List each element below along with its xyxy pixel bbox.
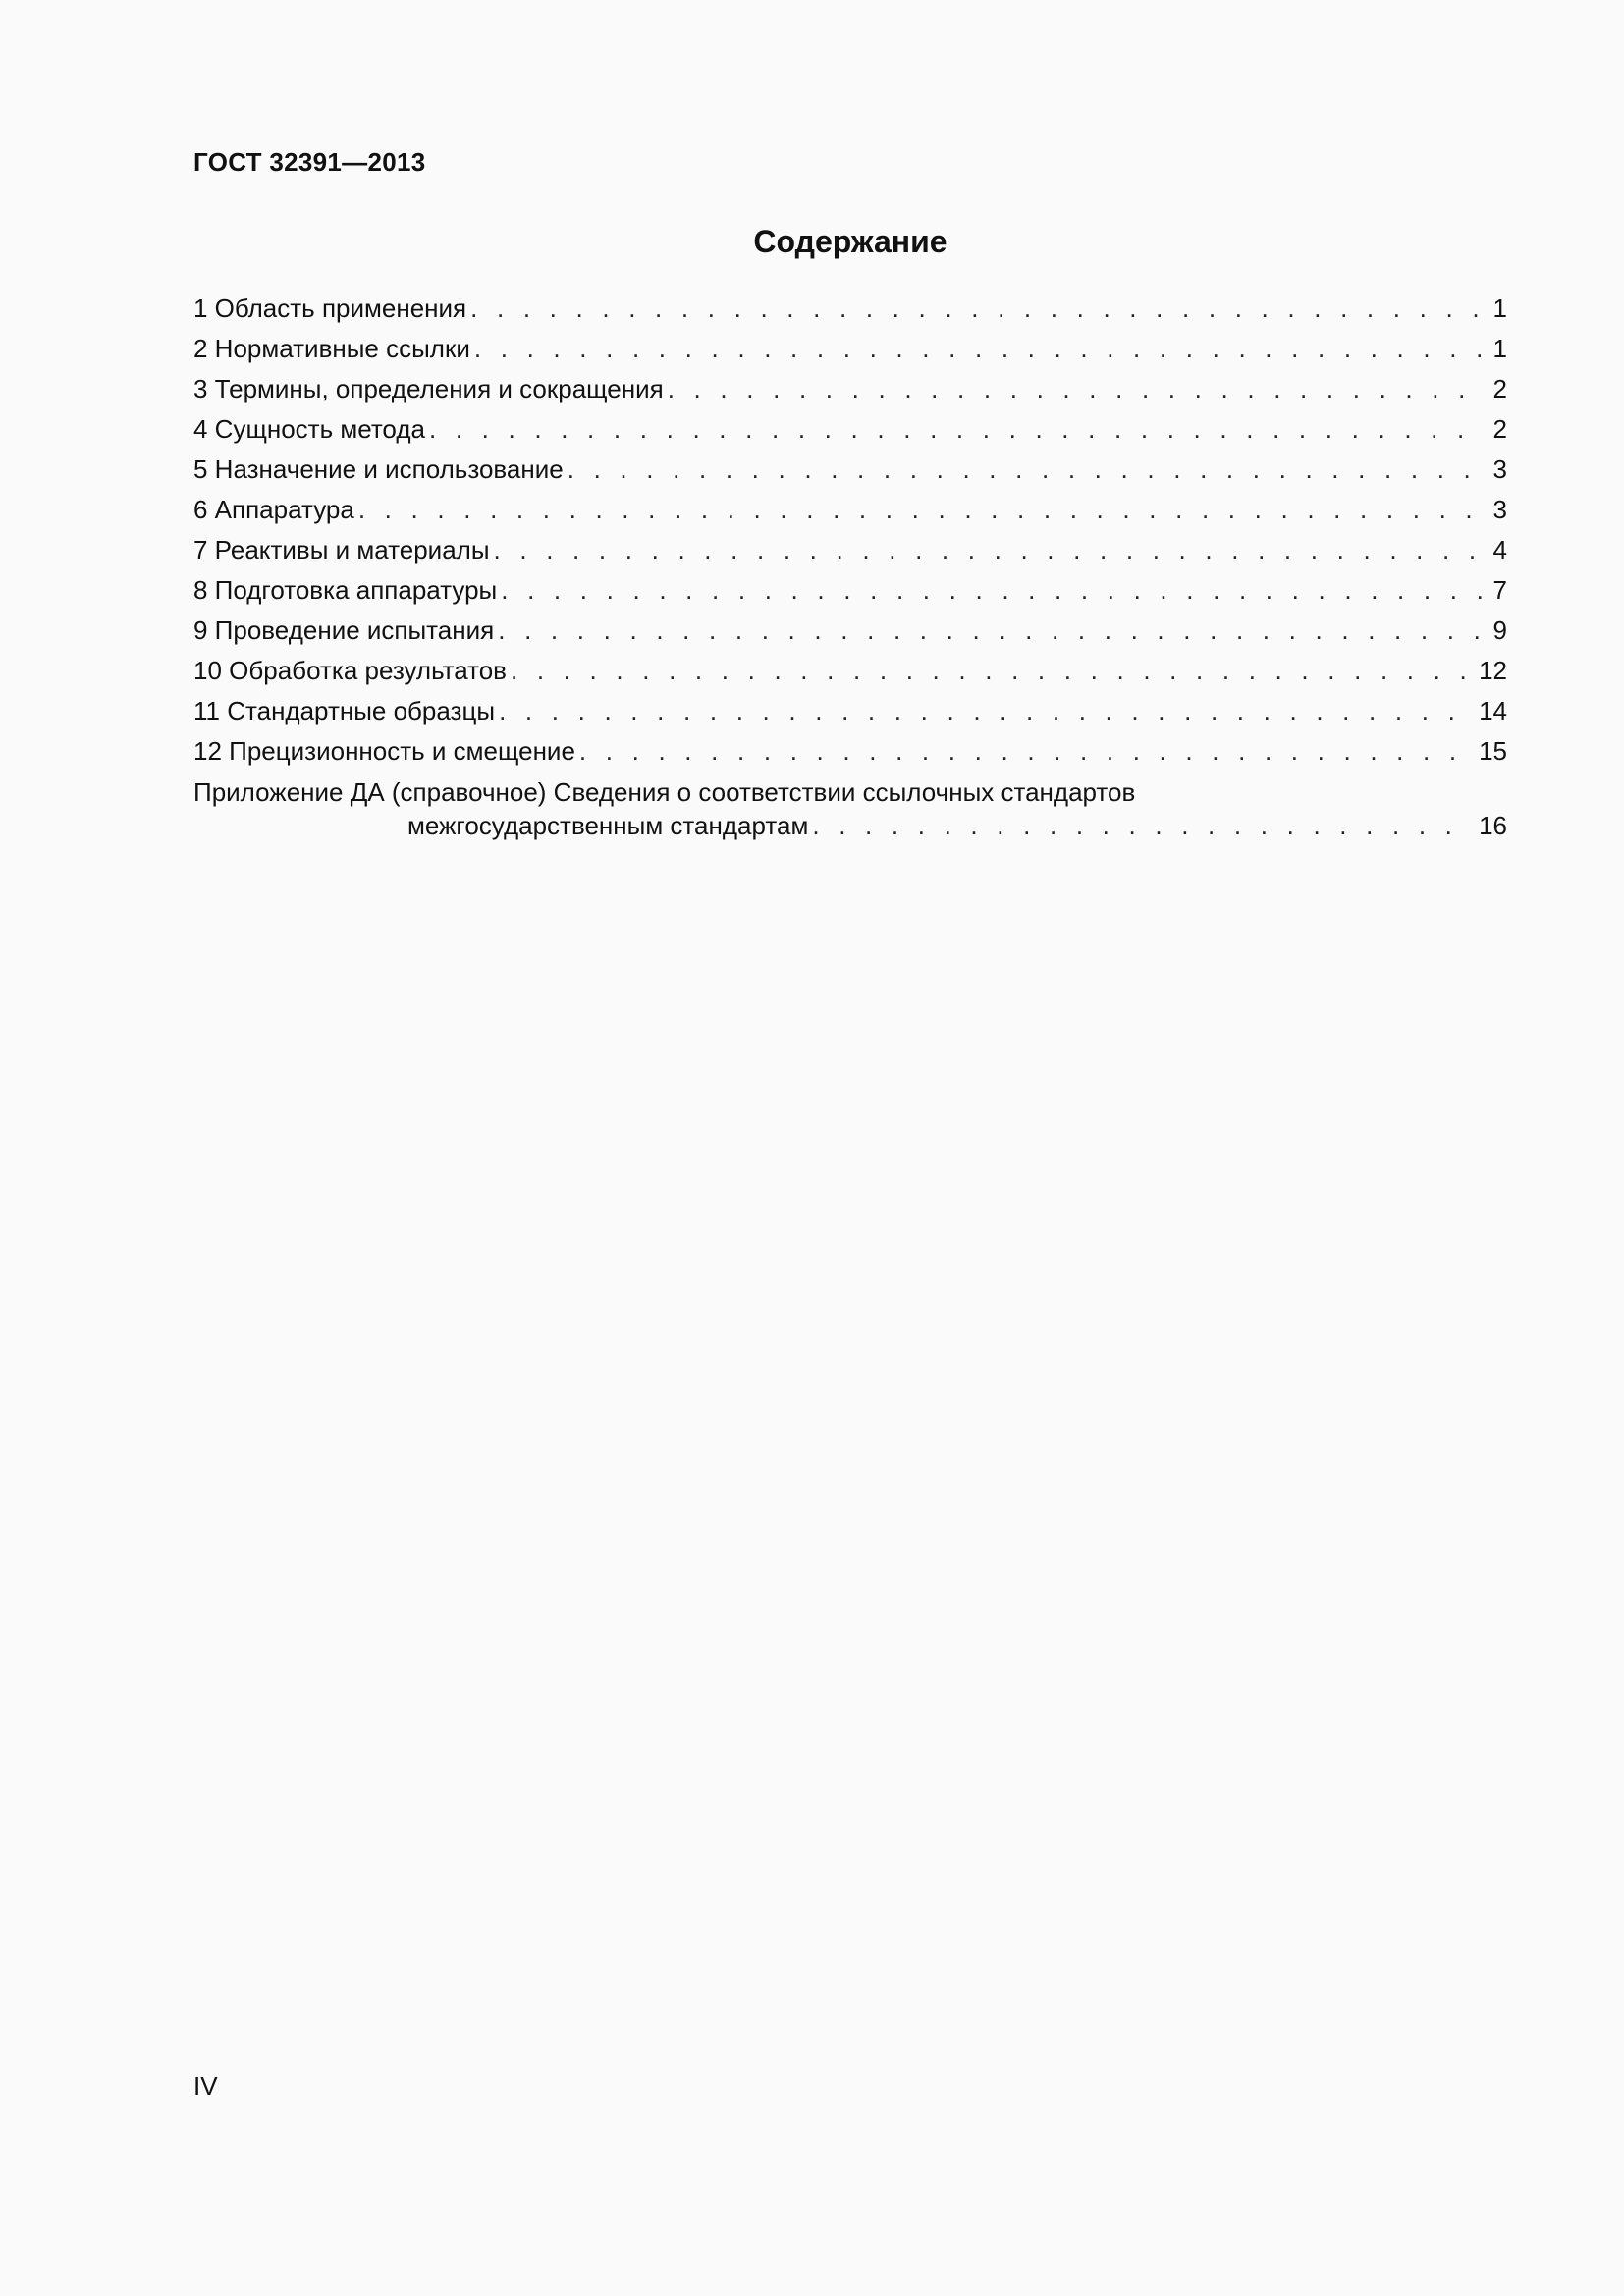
- toc-item-label: 6 Аппаратура: [193, 495, 354, 524]
- toc-dot-leader: [354, 490, 1486, 530]
- toc-appendix-title: Приложение ДА (справочное) Сведения о соответствии ссылочных стандартов: [193, 777, 1136, 807]
- toc-item-appendix[interactable]: [193, 772, 1507, 842]
- toc-item-label: 9 Проведение испытания: [193, 615, 495, 645]
- toc-item-label: 3 Термины, определения и сокращения: [193, 374, 664, 403]
- toc-appendix-continuation: [193, 809, 1507, 842]
- toc-dot-leader: [490, 530, 1486, 570]
- toc-item-label: 8 Подготовка аппаратуры: [193, 575, 498, 605]
- toc-item-page: 3: [1492, 495, 1507, 524]
- toc-dot-leader: [664, 369, 1486, 409]
- toc-item[interactable]: [193, 490, 1507, 530]
- toc-item-label: 4 Сущность метода: [193, 414, 425, 444]
- page-number: IV: [193, 2071, 218, 2101]
- toc-item-label: 5 Назначение и использование: [193, 454, 564, 484]
- toc-dot-leader: [466, 289, 1485, 329]
- toc-item-label: 2 Нормативные ссылки: [193, 334, 470, 363]
- toc-item-page: 1: [1492, 294, 1507, 323]
- toc-item[interactable]: [193, 651, 1507, 691]
- toc-item-page: 2: [1492, 374, 1507, 403]
- toc-item[interactable]: [193, 409, 1507, 450]
- toc-dot-leader: [470, 329, 1486, 369]
- toc-item-page: 1: [1492, 334, 1507, 363]
- toc-item-page: 4: [1492, 535, 1507, 564]
- toc-item-label: 7 Реактивы и материалы: [193, 535, 490, 564]
- table-of-contents: [193, 289, 1507, 842]
- toc-dot-leader: [575, 731, 1471, 772]
- toc-dot-leader: [564, 450, 1486, 490]
- toc-dot-leader: [497, 570, 1485, 611]
- toc-dot-leader: [495, 691, 1471, 731]
- toc-item-page: 9: [1492, 615, 1507, 645]
- toc-item-page: 12: [1479, 656, 1507, 685]
- toc-item[interactable]: [193, 530, 1507, 570]
- toc-item[interactable]: [193, 611, 1507, 651]
- document-header: ГОСТ 32391—2013: [193, 147, 426, 177]
- toc-item[interactable]: [193, 691, 1507, 731]
- toc-item-label: 1 Область применения: [193, 294, 467, 323]
- toc-item-page: 14: [1479, 696, 1507, 725]
- toc-item-label: 11 Стандартные образцы: [193, 696, 496, 725]
- toc-dot-leader: [507, 651, 1471, 691]
- toc-item-page: 2: [1492, 414, 1507, 444]
- toc-item[interactable]: [193, 329, 1507, 369]
- toc-item[interactable]: [193, 289, 1507, 329]
- toc-dot-leader: [494, 611, 1485, 651]
- toc-item[interactable]: [193, 570, 1507, 611]
- toc-item-page: 15: [1479, 736, 1507, 766]
- toc-item-label: 12 Прецизионность и смещение: [193, 736, 575, 766]
- toc-title: Содержание: [753, 224, 947, 259]
- toc-item[interactable]: [193, 450, 1507, 490]
- toc-appendix-subtitle: межгосударственным стандартам: [407, 811, 809, 840]
- toc-item[interactable]: [193, 369, 1507, 409]
- toc-item-page: 3: [1492, 454, 1507, 484]
- toc-dot-leader: [425, 409, 1486, 450]
- toc-item[interactable]: [193, 731, 1507, 772]
- toc-item-page: 16: [1479, 811, 1507, 840]
- toc-dot-leader: [808, 809, 1471, 842]
- toc-item-label: 10 Обработка результатов: [193, 656, 507, 685]
- toc-item-page: 7: [1492, 575, 1507, 605]
